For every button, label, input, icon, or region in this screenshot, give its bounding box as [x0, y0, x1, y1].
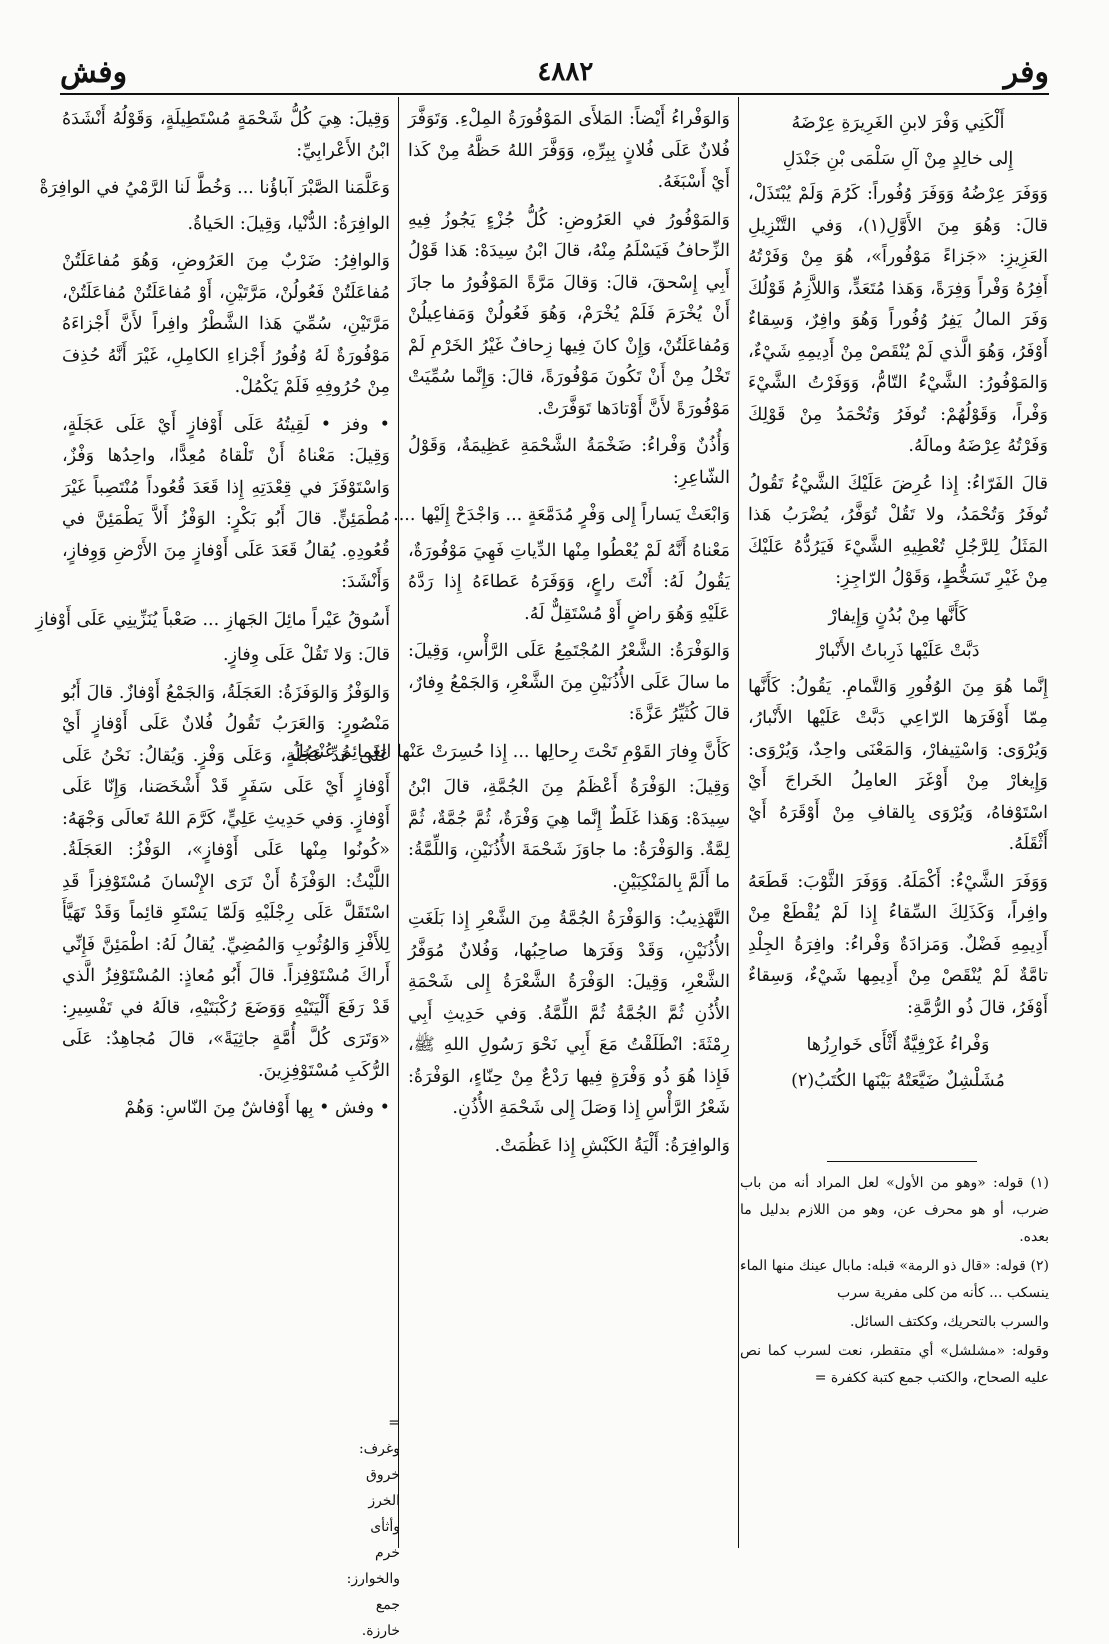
column-left [35, 104, 390, 1474]
paragraph: • وفش • بِها أَوْفاشٌ مِنَ النّاسِ: وَهُمْ [124, 1098, 390, 1118]
paragraph: وَقِيلَ: هِيَ كُلُّ شَحْمَةٍ مُسْتَطِيلَةٍ، وَقَوْلُهُ أَنْشَدَهُ ابْنُ الأَعْرابِيِّ: [62, 109, 390, 161]
paragraph: الوافِرَةُ: الدُّنْيا، وَقِيلَ: الحَياةُ. [187, 213, 390, 234]
head-root-left: وفش [60, 54, 128, 90]
paragraph: قالَ: وَلا تَقُلْ عَلَى وِفازٍ. [223, 645, 390, 665]
paragraph: وَالوَفْزُ وَالوَفَزَةُ: العَجَلَةُ، وَالجَمْعُ أَوْفازٌ. قالَ أَبُو مَنْصُورٍ: وَالعَرَبُ تَقُولُ فُلانٌ عَلَى أَوْفازٍ أَيْ عَلَى حَدِّ عَجَلَةٍ، وَعَلَى وَفْزٍ. وَيُقالُ: نَحْنُ عَلَى أَوْفازٍ أَيْ عَلَى سَفَرٍ قَدْ أَشْخَصَنا، وَإِنّا عَلَى أَوْفازٍ. وَفي حَدِيثِ عَلِيٍّ، كَرَّمَ اللهُ تَعالَى وَجْهَهُ: «كُونُوا مِنْها عَلَى أَوْفازٍ»، الوَفْزُ: العَجَلَةُ. اللَّيْثُ: الوَفْزَةُ أَنْ تَرَى الإِنْسانَ مُسْتَوْفِزاً قَدِ اسْتَقَلَّ عَلَى رِجْلَيْهِ وَلَمّا يَسْتَوِ قائِماً وَقَدْ تَهَيَّأَ لِلأَفْزِ وَالوُثُوبِ وَالمُضِيِّ. يُقالُ لَهُ: اطْمَئِنَّ فَإِنِّي أَراكَ مُسْتَوْفِزاً. قالَ أَبُو مُعاذٍ: المُسْتَوْفِزُ الَّذي قَدْ رَفَعَ أَلْيَتَيْهِ وَوَضَعَ رُكْبَتَيْهِ، قالَهُ في تَفْسِيرِ: «وَتَرَى كُلَّ أُمَّةٍ جاثِيَةً»، قالَ مُجاهِدٌ: عَلَى الرُّكَبِ مُسْتَوْفِزِينَ. [62, 682, 390, 1081]
page-number: ٤٨٨٢ [537, 57, 594, 87]
paragraph: • وفز • لَقِيتُهُ عَلَى أَوْفازٍ أَيْ عَلَى عَجَلَةٍ، وَقِيلَ: مَعْناهُ أَنْ تَلْقاهُ مُعِدًّا، واحِدُها وَفْزٌ، وَاسْتَوْفَزَ في قِعْدَتِهِ إِذا قَعَدَ قُعُوداً مُنْتَصِباً غَيْرَ مُطْمَئِنٍّ. قالَ أَبُو بَكْرٍ: الوَفْزُ أَلاَّ يَطْمَئِنَّ في قُعُودِهِ. يُقالُ قَعَدَ عَلَى أَوْفازٍ مِنَ الأَرْضِ وَوِفازٍ، وَأَنْشَدَ: [62, 414, 390, 592]
verse-line: وَابْعَثْ يَساراً إِلى وَفْرٍ مُدَمَّعَةٍ ... وَاجْدَحْ إِلَيْها .... [393, 505, 730, 525]
dictionary-page: وفر ٤٨٨٢ وفش أَلْكَنِي وَفْرَ لابنِ الغَرِيرَةِ عِرْضَهُ إِلى خالِدٍ مِنْ آلِ سَلْمَى بْنِ جَنْدَلِ وَوَفَرَ عِرْضُهُ وَوَفَرَ وُفُوراً: كَرُمَ وَلَمْ يُبْتَذَلْ، قالَ: وَهُوَ مِنَ الأَوَّلِ(١)، وَفي التَّنْزِيلِ العَزِيزِ: «جَزاءً مَوْفُوراً»، هُوَ مِنْ وَفَرْتُهُ أَفِرُهُ وَفْراً وَفِرَةً، وَهَذا مُتَعَدٍّ، وَاللاَّزِمُ قَوْلُكَ وَفَرَ المالُ يَفِرُ وُفُوراً وَهُوَ وافِرٌ، وَسِقاءٌ أَوْفَرُ، وَهُوَ الَّذي لَمْ يُنْقَصْ مِنْ أَدِيمِهِ شَيْءٌ، وَالمَوْفُورُ: الشَّيْءُ التّامُّ، وَوَفَرْتُ الشَّيْءَ وَفْراً، وَقَوْلُهُمْ: تُوفَرُ وَتُحْمَدُ مِنْ قَوْلِكَ وَفَرْتُهُ عِرْضَهُ ومالَهُ. قالَ الفَرّاءُ: إِذا عُرِضَ عَلَيْكَ الشَّيْءُ تَقُولُ تُوفَرُ وَتُحْمَدُ، ولا تَقُلْ تُوَفَّرُ، يُضْرَبُ هَذا المَثَلُ لِلرَّجُلِ تُعْطِيهِ الشَّيْءَ فَيَرُدُّهُ عَلَيْكَ مِنْ غَيْرِ تَسَخُّطٍ، وَقَوْلُ الرّاجِزِ: كَأَنَّها مِنْ بُدُنٍ وَإِيفارْ دَبَّتْ عَلَيْها ذَرِباتُ الأَنْبارْ إِنَّما هُوَ مِنَ الوُفُورِ وَالتَّمامِ. يَقُولُ: كَأَنَّها مِمّا أَوْفَرَها الرّاعِي دَبَّتْ عَلَيْها الأَنْبارُ، وَيُرْوَى: وَاسْتِيفارْ، وَالمَعْنَى واحِدٌ، وَيُرْوَى: وَإِيغارْ مِنْ أَوْغَرَ العامِلُ الخَراجَ أَيْ اسْتَوْفاهُ، وَيُرْوَى بِالقافِ مِنْ أَوْقَرَهُ أَيْ أَثْقَلَهُ. وَوَفَرَ الشَّيْءُ: أَكْمَلَهُ. وَوَفَرَ الثَّوْبَ: قَطَعَهُ وافِراً، وَكَذَلِكَ السِّقاءُ إِذا لَمْ يُقْطَعْ مِنْ أَدِيمِهِ فَضْلٌ. وَمَزادَةٌ وَفْراءُ: وافِرَةُ الجِلْدِ تامَّةٌ لَمْ يُنْقَصْ مِنْ أَدِيمِها شَيْءٌ، وَسِقاءٌ أَوْفَرُ، قالَ ذُو الرُّمَّةِ: وَفْراءُ غَرْفِيَّةٌ أَثْأَى خَوارِزُها مُشَلْشِلٌ ضَيَّعَتْهُ بَيْنَها الكُتَبُ(٢) (١) قوله: «وهو من الأول» لعل المراد أنه من باب ضرب، أو هو محرف عن، وهو من اللازم بدليل ما بعده. (٢) قوله: «قال ذو الرمة» قبله: مابال عينك منها الماء ينسكب ... كأنه من كلى مفرية سرب والسرب بالتحريك، وككتف السائل. وقوله: «مشلشل» أي متقطر، نعت لسرب كما نص عليه الصحاح، والكتب جمع كتبة ككفرة = وَالوَفْراءُ أَيْضاً: المَلأَى المَوْفُورَةُ المِلْءِ. وَتَوَفَّرَ فُلانٌ عَلَى فُلانٍ بِبِرِّهِ، وَوَفَّرَ اللهُ حَظَّهُ مِنْ كَذا أَيْ أَسْبَغَهُ. وَالمَوْفُورُ في العَرُوضِ: كُلُّ جُزْءٍ يَجُوزُ فِيهِ الزِّحافُ فَيَسْلَمُ مِنْهُ، قالَ ابْنُ سِيدَهْ: هَذا قَوْلُ أَبِي إِسْحقَ، قالَ: وَقالَ مَرَّةً المَوْفُورُ ما جازَ أَنْ يُخْرَمَ فَلَمْ يُخْرَمْ، وَهُوَ فَعُولُنْ وَمَفاعِيلُنْ وَمُفاعَلَتُنْ، وَإِنْ كانَ فِيها زِحافٌ غَيْرُ الخَرْمِ لَمْ تَخْلُ مِنْ أَنْ تَكُونَ مَوْفُورَةً، قالَ: وَإِنَّما سُمِّيَتْ مَوْفُورَةً لأَنَّ أَوْتادَها تَوَفَّرَتْ. وَأُذُنٌ وَفْراءُ: ضَخْمَةُ الشَّحْمَةِ عَظِيمَةٌ، وَقَوْلُ الشّاعِرِ: وَابْعَثْ يَساراً إِلى وَفْرٍ مُدَمَّعَةٍ ... وَاجْدَحْ إِلَيْها .... مَعْناهُ أَنَّهُ لَمْ يُعْطُوا مِنْها الدِّياتِ فَهِيَ مَوْفُورَةٌ، يَقُولُ لَهُ: أَنْتَ راعٍ، وَوَفَرَهُ عَطاءَهُ إِذا رَدَّهُ عَلَيْهِ وَهُوَ راضٍ أَوْ مُسْتَقِلٌّ لَهُ. وَالوَفْرَةُ: الشَّعْرُ المُجْتَمِعُ عَلَى الرَّأْسِ، وَقِيلَ: ما سالَ عَلَى الأُذُنَيْنِ مِنَ الشَّعْرِ، وَالجَمْعُ وِفارٌ، قالَ كُثَيِّرُ عَزَّةَ: كَأَنَّ وِفارَ القَوْمِ تَحْتَ رِحالِها ... إِذا حُسِرَتْ عَنْها العَمائِمُ عُنْصُلُ وَقِيلَ: الوَفْرَةُ أَعْظَمُ مِنَ الجُمَّةِ، قالَ ابْنُ سِيدَهْ: وَهَذا غَلَطٌ إِنَّما هِيَ وَفْرَةٌ، ثُمَّ جُمَّةٌ، ثُمَّ لِمَّةٌ. وَالوَفْرَةُ: ما جاوَزَ شَحْمَةَ الأُذُنَيْنِ، وَاللِّمَّةُ: ما أَلَمَّ بِالمَنْكِبَيْنِ. التَّهْذِيبُ: وَالوَفْرَةُ الجُمَّةُ مِنَ الشَّعْرِ إِذا بَلَغَتِ الأُذُنَيْنِ، وَقَدْ وَفَرَها صاحِبُها، وَفُلانٌ مُوَفَّرُ الشَّعْرِ، وَقِيلَ: الوَفْرَةُ الشَّعْرَةُ إِلى شَحْمَةِ الأُذُنِ ثُمَّ الجُمَّةُ ثُمَّ اللِّمَّةُ. وَفي حَدِيثِ أَبِي رِمْثَةَ: انْطَلَقْتُ مَعَ أَبِي نَحْوَ رَسُولِ اللهِ ﷺ، فَإِذا هُوَ ذُو وَفْرَةٍ فِيها رَدْعٌ مِنْ حِنّاءٍ، الوَفْرَةُ: شَعْرُ الرَّأْسِ إِذا وَصَلَ إِلى شَحْمَةِ الأُذُنِ. وَالوافِرَةُ: أَلْيَةُ الكَبْشِ إِذا عَظُمَتْ. = وغرف: خروق الخرز وأثأى خرم والخوارز: جمع خارزة. وَقِيلَ: هِيَ كُلُّ شَحْمَةٍ مُسْتَطِيلَةٍ، وَقَوْلُهُ أَنْشَدَهُ ابْنُ الأَعْرابِيِّ: وَعَلَّمَنا الصَّبْرَ آباؤُنا ... وَخُطَّ لَنا الرَّمْيُ في الوافِرَةْ الوافِرَةُ: الدُّنْيا، وَقِيلَ: الحَياةُ. وَالوافِرُ: ضَرْبٌ مِنَ العَرُوضِ، وَهُوَ مُفاعَلَتُنْ مُفاعَلَتُنْ فَعُولُنْ، مَرَّتَيْنِ، أَوْ مُفاعَلَتُنْ مُفاعَلَتُنْ، مَرَّتَيْنِ، سُمِّيَ هَذا الشَّطْرُ وافِراً لأَنَّ أَجْزاءَهُ مَوْفُورَةٌ لَهُ وُفُورُ أَجْزاءِ الكامِلِ، غَيْرَ أَنَّهُ حُذِفَ مِنْ حُرُوفِهِ فَلَمْ يَكْمُلْ. • وفز • لَقِيتُهُ عَلَى أَوْفازٍ أَيْ عَلَى عَجَلَةٍ، وَقِيلَ: مَعْناهُ أَنْ تَلْقاهُ مُعِدًّا، واحِدُها وَفْزٌ، وَاسْتَوْفَزَ في قِعْدَتِهِ إِذا قَعَدَ قُعُوداً مُنْتَصِباً غَيْرَ مُطْمَئِنٍّ. قالَ أَبُو بَكْرٍ: الوَفْزُ أَلاَّ يَطْمَئِنَّ في قُعُودِهِ. يُقالُ قَعَدَ عَلَى أَوْفازٍ مِنَ الأَرْضِ وَوِفازٍ، وَأَنْشَدَ: أَسُوقُ عَيْراً مائِلَ الجَهازِ ... صَعْباً يُنَزِّينِي عَلَى أَوْفازِ قالَ: وَلا تَقُلْ عَلَى وِفازٍ. وَالوَفْزُ وَالوَفَزَةُ: العَجَلَةُ، وَالجَمْعُ أَوْفازٌ. قالَ أَبُو مَنْصُورٍ: وَالعَرَبُ تَقُولُ فُلانٌ عَلَى أَوْفازٍ أَيْ عَلَى حَدِّ عَجَلَةٍ، وَعَلَى وَفْزٍ. وَيُقالُ: نَحْنُ عَلَى أَوْفازٍ أَيْ عَلَى سَفَرٍ قَدْ أَشْخَصَنا، وَإِنّا عَلَى أَوْفازٍ. وَفي حَدِيثِ عَلِيٍّ، كَرَّمَ اللهُ تَعالَى وَجْهَهُ: «كُونُوا مِنْها عَلَى أَوْفازٍ»، الوَفْزُ: العَجَلَةُ. اللَّيْثُ: الوَفْزَةُ أَنْ تَرَى الإِنْسانَ مُسْتَوْفِزاً قَدِ اسْتَقَلَّ عَلَى رِجْلَيْهِ وَلَمّا يَسْتَوِ قائِماً وَقَدْ تَهَيَّأَ لِلأَفْزِ وَالوُثُوبِ وَالمُضِيِّ. يُقالُ لَهُ: اطْمَئِنَّ فَإِنِّي أَراكَ مُسْتَوْفِزاً. قالَ أَبُو مُعاذٍ: المُسْتَوْفِزُ الَّذي قَدْ رَفَعَ أَلْيَتَيْهِ وَوَضَعَ رُكْبَتَيْهِ، قالَهُ في تَفْسِيرِ: «وَتَرَى كُلَّ أُمَّةٍ جاثِيَةً»، قالَ مُجاهِدٌ: عَلَى الرُّكَبِ مُسْتَوْفِزِينَ. • وفش • بِها أَوْفاشٌ مِنَ النّاسِ: وَهُمْ [0, 0, 1109, 1578]
verse-line: وَعَلَّمَنا الصَّبْرَ آباؤُنا ... وَخُطَّ لَنا الرَّمْيُ في الوافِرَةْ [39, 178, 390, 198]
verse-line: أَلْكَنِي وَفْرَ لابنِ الغَرِيرَةِ عِرْضَهُ [791, 113, 1005, 133]
paragraph: وَقِيلَ: الوَفْرَةُ أَعْظَمُ مِنَ الجُمَّةِ، قالَ ابْنُ سِيدَهْ: وَهَذا غَلَطٌ إِنَّما هِيَ وَفْرَةٌ، ثُمَّ جُمَّةٌ، ثُمَّ لِمَّةٌ. وَالوَفْرَةُ: ما جاوَزَ شَحْمَةَ الأُذُنَيْنِ، وَاللِّمَّةُ: ما أَلَمَّ بِالمَنْكِبَيْنِ. [408, 777, 730, 892]
paragraph: وَوَفَرَ الشَّيْءُ: أَكْمَلَهُ. وَوَفَرَ الثَّوْبَ: قَطَعَهُ وافِراً، وَكَذَلِكَ السِّقاءُ إِذا لَمْ يُقْطَعْ مِنْ أَدِيمِهِ فَضْلٌ. وَمَزادَةٌ وَفْراءُ: وافِرَةُ الجِلْدِ تامَّةٌ لَمْ يُنْقَصْ مِنْ أَدِيمِها شَيْءٌ، وَسِقاءٌ أَوْفَرُ، قالَ ذُو الرُّمَّةِ: [748, 871, 1048, 1018]
verse-line: كَأَنَّ وِفارَ القَوْمِ تَحْتَ رِحالِها ... إِذا حُسِرَتْ عَنْها العَمائِمُ عُنْصُلُ [291, 741, 730, 762]
header-rule [60, 93, 1049, 95]
head-root-right: وفر [1003, 54, 1049, 90]
footnote-rule [827, 1161, 977, 1162]
column-divider-left [398, 97, 399, 1548]
paragraph: وَالمَوْفُورُ في العَرُوضِ: كُلُّ جُزْءٍ يَجُوزُ فِيهِ الزِّحافُ فَيَسْلَمُ مِنْهُ، قالَ ابْنُ سِيدَهْ: هَذا قَوْلُ أَبِي إِسْحقَ، قالَ: وَقالَ مَرَّةً المَوْفُورُ ما جازَ أَنْ يُخْرَمَ فَلَمْ يُخْرَمْ، وَهُوَ فَعُولُنْ وَمَفاعِيلُنْ وَمُفاعَلَتُنْ، وَإِنْ كانَ فِيها زِحافٌ غَيْرُ الخَرْمِ لَمْ تَخْلُ مِنْ أَنْ تَكُونَ مَوْفُورَةً، قالَ: وَإِنَّما سُمِّيَتْ مَوْفُورَةً لأَنَّ أَوْتادَها تَوَفَّرَتْ. [408, 209, 730, 419]
verse-line: أَسُوقُ عَيْراً مائِلَ الجَهازِ ... صَعْباً يُنَزِّينِي عَلَى أَوْفازِ [35, 609, 390, 630]
paragraph: التَّهْذِيبُ: وَالوَفْرَةُ الجُمَّةُ مِنَ الشَّعْرِ إِذا بَلَغَتِ الأُذُنَيْنِ، وَقَدْ وَفَرَها صاحِبُها، وَفُلانٌ مُوَفَّرُ الشَّعْرِ، وَقِيلَ: الوَفْرَةُ الشَّعْرَةُ إِلى شَحْمَةِ الأُذُنِ ثُمَّ الجُمَّةُ ثُمَّ اللِّمَّةُ. وَفي حَدِيثِ أَبِي رِمْثَةَ: انْطَلَقْتُ مَعَ أَبِي نَحْوَ رَسُولِ اللهِ ﷺ، فَإِذا هُوَ ذُو وَفْرَةٍ فِيها رَدْعٌ مِنْ حِنّاءٍ، الوَفْرَةُ: شَعْرُ الرَّأْسِ إِذا وَصَلَ إِلى شَحْمَةِ الأُذُنِ. [408, 909, 730, 1118]
paragraph: إِنَّما هُوَ مِنَ الوُفُورِ وَالتَّمامِ. يَقُولُ: كَأَنَّها مِمّا أَوْفَرَها الرّاعِي دَبَّتْ عَلَيْها الأَنْبارُ، وَيُرْوَى: وَاسْتِيفارْ، وَالمَعْنَى واحِدٌ، وَيُرْوَى: وَإِيغارْ مِنْ أَوْغَرَ العامِلُ الخَراجَ أَيْ اسْتَوْفاهُ، وَيُرْوَى بِالقافِ مِنْ أَوْقَرَهُ أَيْ أَثْقَلَهُ. [748, 676, 1048, 854]
footnote: (١) قوله: «وهو من الأول» لعل المراد أنه من باب ضرب، أو هو محرف عن، وهو من اللازم بدليل ما بعده. [740, 1175, 1049, 1245]
footnote: والسرب بالتحريك، وككتف السائل. [849, 1314, 1049, 1330]
verse-line: مُشَلْشِلٌ ضَيَّعَتْهُ بَيْنَها الكُتَبُ(٢) [791, 1070, 1005, 1091]
verse-line: وَفْراءُ غَرْفِيَّةٌ أَثْأَى خَوارِزُها [806, 1035, 990, 1055]
verse-line: دَبَّتْ عَلَيْها ذَرِباتُ الأَنْبارْ [816, 641, 980, 661]
footnote: وقوله: «مشلشل» أي متقطر، نعت لسرب كما نص عليه الصحاح، والكتب جمع كتبة ككفرة = [740, 1343, 1049, 1386]
paragraph: وَالوافِرَةُ: أَلْيَةُ الكَبْشِ إِذا عَظُمَتْ. [494, 1135, 730, 1156]
paragraph: قالَ الفَرّاءُ: إِذا عُرِضَ عَلَيْكَ الشَّيْءُ تَقُولُ تُوفَرُ وَتُحْمَدُ، ولا تَقُلْ تُوَفَّرُ، يُضْرَبُ هَذا المَثَلُ لِلرَّجُلِ تُعْطِيهِ الشَّيْءَ فَيَرُدُّهُ عَلَيْكَ مِنْ غَيْرِ تَسَخُّطٍ، وَقَوْلُ الرّاجِزِ: [748, 473, 1048, 588]
verse-line: كَأَنَّها مِنْ بُدُنٍ وَإِيفارْ [828, 605, 968, 626]
paragraph: وَالوَفْراءُ أَيْضاً: المَلأَى المَوْفُورَةُ المِلْءِ. وَتَوَفَّرَ فُلانٌ عَلَى فُلانٍ بِبِرِّهِ، وَوَفَّرَ اللهُ حَظَّهُ مِنْ كَذا أَيْ أَسْبَغَهُ. [408, 109, 730, 192]
paragraph: وَالوافِرُ: ضَرْبٌ مِنَ العَرُوضِ، وَهُوَ مُفاعَلَتُنْ مُفاعَلَتُنْ فَعُولُنْ، مَرَّتَيْنِ، أَوْ مُفاعَلَتُنْ مُفاعَلَتُنْ، مَرَّتَيْنِ، سُمِّيَ هَذا الشَّطْرُ وافِراً لأَنَّ أَجْزاءَهُ مَوْفُورَةٌ لَهُ وُفُورُ أَجْزاءِ الكامِلِ، غَيْرَ أَنَّهُ حُذِفَ مِنْ حُرُوفِهِ فَلَمْ يَكْمُلْ. [62, 251, 390, 397]
footnotes [740, 1170, 1049, 1394]
column-divider-right [738, 97, 739, 1548]
verse-line: إِلى خالِدٍ مِنْ آلِ سَلْمَى بْنِ جَنْدَلِ [782, 148, 1014, 169]
column-right [748, 104, 1048, 1154]
footnote: (٢) قوله: «قال ذو الرمة» قبله: مابال عينك منها الماء ينسكب ... كأنه من كلى مفرية سرب [740, 1258, 1049, 1301]
paragraph: وَالوَفْرَةُ: الشَّعْرُ المُجْتَمِعُ عَلَى الرَّأْسِ، وَقِيلَ: ما سالَ عَلَى الأُذُنَيْنِ مِنَ الشَّعْرِ، وَالجَمْعُ وِفارٌ، قالَ كُثَيِّرُ عَزَّةَ: [408, 641, 730, 724]
paragraph: وَوَفَرَ عِرْضُهُ وَوَفَرَ وُفُوراً: كَرُمَ وَلَمْ يُبْتَذَلْ، قالَ: وَهُوَ مِنَ الأَوَّلِ(١)، وَفي التَّنْزِيلِ العَزِيزِ: «جَزاءً مَوْفُوراً»، هُوَ مِنْ وَفَرْتُهُ أَفِرُهُ وَفْراً وَفِرَةً، وَهَذا مُتَعَدٍّ، وَاللاَّزِمُ قَوْلُكَ وَفَرَ المالُ يَفِرُ وُفُوراً وَهُوَ وافِرٌ، وَسِقاءٌ أَوْفَرُ، وَهُوَ الَّذي لَمْ يُنْقَصْ مِنْ أَدِيمِهِ شَيْءٌ، وَالمَوْفُورُ: الشَّيْءُ التّامُّ، وَوَفَرْتُ الشَّيْءَ وَفْراً، وَقَوْلُهُمْ: تُوفَرُ وَتُحْمَدُ مِنْ قَوْلِكَ وَفَرْتُهُ عِرْضَهُ ومالَهُ. [748, 184, 1048, 456]
running-head [60, 52, 1049, 92]
paragraph: وَأُذُنٌ وَفْراءُ: ضَخْمَةُ الشَّحْمَةِ عَظِيمَةٌ، وَقَوْلُ الشّاعِرِ: [408, 436, 730, 488]
paragraph: مَعْناهُ أَنَّهُ لَمْ يُعْطُوا مِنْها الدِّياتِ فَهِيَ مَوْفُورَةٌ، يَقُولُ لَهُ: أَنْتَ راعٍ، وَوَفَرَهُ عَطاءَهُ إِذا رَدَّهُ عَلَيْهِ وَهُوَ راضٍ أَوْ مُسْتَقِلٌّ لَهُ. [408, 540, 730, 624]
